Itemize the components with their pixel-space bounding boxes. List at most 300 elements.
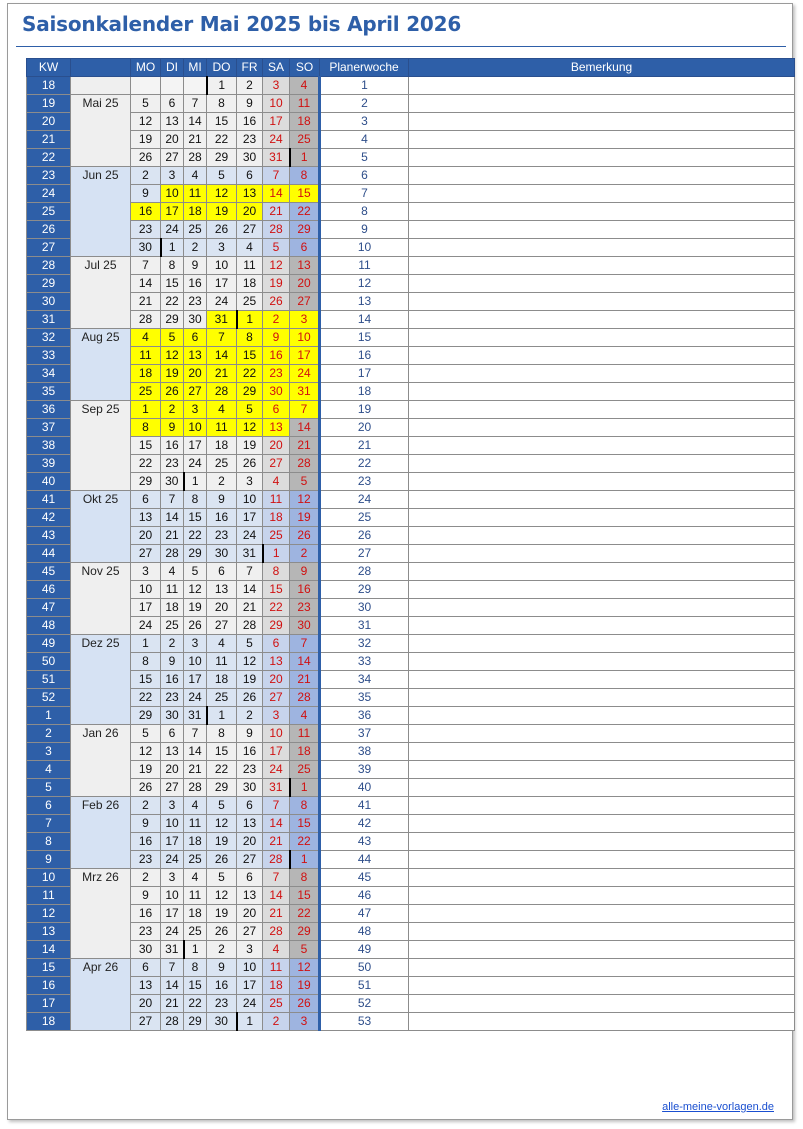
day-cell: 18	[263, 977, 290, 995]
day-cell: 1	[237, 311, 263, 329]
planerwoche-cell: 46	[320, 887, 409, 905]
day-cell: 10	[207, 257, 237, 275]
day-cell: 31	[161, 941, 184, 959]
day-cell: 25	[207, 455, 237, 473]
day-cell: 29	[184, 545, 207, 563]
day-cell: 29	[161, 311, 184, 329]
kw-cell: 36	[27, 401, 71, 419]
day-cell: 22	[184, 527, 207, 545]
bemerkung-cell[interactable]	[409, 707, 795, 725]
kw-cell: 8	[27, 833, 71, 851]
day-cell: 30	[207, 1013, 237, 1031]
day-cell: 29	[184, 1013, 207, 1031]
day-cell: 5	[237, 635, 263, 653]
day-cell: 14	[290, 419, 320, 437]
day-cell	[184, 77, 207, 95]
bemerkung-cell[interactable]	[409, 509, 795, 527]
bemerkung-cell[interactable]	[409, 293, 795, 311]
bemerkung-cell[interactable]	[409, 995, 795, 1013]
day-cell: 17	[263, 743, 290, 761]
day-cell: 9	[207, 491, 237, 509]
week-row	[27, 815, 795, 833]
day-cell: 17	[184, 437, 207, 455]
bemerkung-cell[interactable]	[409, 581, 795, 599]
day-cell: 24	[161, 851, 184, 869]
bemerkung-cell[interactable]	[409, 815, 795, 833]
day-cell: 15	[184, 977, 207, 995]
day-cell: 26	[131, 149, 161, 167]
day-cell: 15	[290, 185, 320, 203]
day-cell: 18	[207, 437, 237, 455]
day-cell: 13	[131, 977, 161, 995]
page-title: Saisonkalender Mai 2025 bis April 2026	[22, 12, 462, 36]
day-cell: 26	[290, 527, 320, 545]
kw-cell: 2	[27, 725, 71, 743]
bemerkung-cell[interactable]	[409, 77, 795, 95]
kw-cell: 32	[27, 329, 71, 347]
day-cell: 11	[263, 959, 290, 977]
planerwoche-cell: 50	[320, 959, 409, 977]
day-cell: 22	[131, 689, 161, 707]
bemerkung-cell[interactable]	[409, 923, 795, 941]
week-row	[27, 959, 795, 977]
day-cell: 27	[131, 1013, 161, 1031]
day-cell: 28	[161, 545, 184, 563]
bemerkung-cell[interactable]	[409, 833, 795, 851]
bemerkung-cell[interactable]	[409, 131, 795, 149]
planerwoche-cell: 13	[320, 293, 409, 311]
day-cell: 11	[131, 347, 161, 365]
day-cell: 8	[263, 563, 290, 581]
bemerkung-cell[interactable]	[409, 599, 795, 617]
day-cell: 17	[237, 977, 263, 995]
footer-link[interactable]: alle-meine-vorlagen.de	[662, 1101, 774, 1113]
day-cell: 12	[131, 743, 161, 761]
kw-cell: 52	[27, 689, 71, 707]
day-cell: 28	[290, 689, 320, 707]
planerwoche-cell: 2	[320, 95, 409, 113]
day-cell: 6	[161, 95, 184, 113]
bemerkung-cell[interactable]	[409, 167, 795, 185]
day-cell: 4	[161, 563, 184, 581]
day-cell: 14	[161, 977, 184, 995]
day-cell: 17	[290, 347, 320, 365]
bemerkung-cell[interactable]	[409, 365, 795, 383]
day-cell: 18	[290, 743, 320, 761]
bemerkung-cell[interactable]	[409, 779, 795, 797]
day-cell: 17	[161, 203, 184, 221]
bemerkung-cell[interactable]	[409, 329, 795, 347]
day-cell: 3	[161, 167, 184, 185]
kw-cell: 40	[27, 473, 71, 491]
bemerkung-cell[interactable]	[409, 455, 795, 473]
bemerkung-cell[interactable]	[409, 851, 795, 869]
day-cell: 12	[131, 113, 161, 131]
bemerkung-cell[interactable]	[409, 491, 795, 509]
kw-cell: 47	[27, 599, 71, 617]
day-cell: 21	[290, 437, 320, 455]
day-cell: 13	[237, 185, 263, 203]
day-cell: 10	[184, 653, 207, 671]
day-cell: 8	[184, 491, 207, 509]
day-cell: 6	[207, 563, 237, 581]
planerwoche-cell: 45	[320, 869, 409, 887]
day-cell: 5	[161, 329, 184, 347]
day-cell: 23	[131, 221, 161, 239]
day-cell: 16	[161, 671, 184, 689]
day-cell: 2	[263, 311, 290, 329]
bemerkung-cell[interactable]	[409, 635, 795, 653]
day-cell: 11	[263, 491, 290, 509]
day-cell: 22	[207, 761, 237, 779]
day-cell: 16	[184, 275, 207, 293]
day-cell: 31	[184, 707, 207, 725]
day-cell: 26	[207, 851, 237, 869]
week-row	[27, 95, 795, 113]
week-row	[27, 779, 795, 797]
kw-cell: 10	[27, 869, 71, 887]
day-cell: 21	[131, 293, 161, 311]
planerwoche-cell: 11	[320, 257, 409, 275]
day-cell: 28	[263, 221, 290, 239]
day-header-do: DO	[207, 59, 237, 77]
day-cell: 6	[263, 635, 290, 653]
week-row	[27, 131, 795, 149]
day-cell: 4	[131, 329, 161, 347]
day-cell: 20	[290, 275, 320, 293]
week-row	[27, 923, 795, 941]
bemerkung-cell[interactable]	[409, 761, 795, 779]
day-cell: 28	[131, 311, 161, 329]
day-cell: 20	[263, 671, 290, 689]
bemerkung-cell[interactable]	[409, 797, 795, 815]
day-cell: 21	[207, 365, 237, 383]
day-cell: 19	[184, 599, 207, 617]
kw-cell: 38	[27, 437, 71, 455]
kw-cell: 37	[27, 419, 71, 437]
day-cell: 21	[290, 671, 320, 689]
kw-cell: 20	[27, 113, 71, 131]
kw-cell: 42	[27, 509, 71, 527]
planerwoche-cell: 47	[320, 905, 409, 923]
bemerkung-cell[interactable]	[409, 959, 795, 977]
day-cell: 23	[290, 599, 320, 617]
day-cell: 26	[207, 923, 237, 941]
kw-cell: 23	[27, 167, 71, 185]
month-label: Aug 25	[71, 329, 131, 401]
day-cell: 19	[237, 437, 263, 455]
month-label: Nov 25	[71, 563, 131, 635]
week-row	[27, 617, 795, 635]
kw-cell: 19	[27, 95, 71, 113]
bemerkung-cell[interactable]	[409, 401, 795, 419]
day-cell: 16	[161, 437, 184, 455]
week-row	[27, 185, 795, 203]
planerwoche-cell: 24	[320, 491, 409, 509]
day-cell: 2	[207, 473, 237, 491]
planerwoche-cell: 23	[320, 473, 409, 491]
week-row	[27, 545, 795, 563]
week-row	[27, 599, 795, 617]
day-cell: 12	[207, 887, 237, 905]
week-row	[27, 833, 795, 851]
bemerkung-cell[interactable]	[409, 419, 795, 437]
planerwoche-cell: 10	[320, 239, 409, 257]
day-cell: 21	[161, 995, 184, 1013]
week-row	[27, 293, 795, 311]
day-cell: 22	[131, 455, 161, 473]
day-cell: 23	[161, 455, 184, 473]
day-cell: 14	[263, 185, 290, 203]
day-cell: 1	[263, 545, 290, 563]
day-cell: 3	[184, 635, 207, 653]
day-cell: 24	[184, 455, 207, 473]
day-cell: 4	[207, 401, 237, 419]
day-cell: 11	[290, 725, 320, 743]
day-cell: 2	[290, 545, 320, 563]
day-cell: 9	[131, 185, 161, 203]
day-cell: 30	[237, 149, 263, 167]
planerwoche-cell: 26	[320, 527, 409, 545]
day-cell: 1	[131, 401, 161, 419]
day-cell: 6	[131, 959, 161, 977]
week-row	[27, 977, 795, 995]
week-row	[27, 365, 795, 383]
bemerkung-cell[interactable]	[409, 311, 795, 329]
day-cell: 11	[184, 185, 207, 203]
day-cell: 15	[131, 671, 161, 689]
day-cell: 10	[237, 491, 263, 509]
bemerkung-cell[interactable]	[409, 221, 795, 239]
day-cell: 30	[237, 779, 263, 797]
week-row	[27, 851, 795, 869]
kw-cell: 39	[27, 455, 71, 473]
week-row	[27, 797, 795, 815]
day-cell: 3	[161, 869, 184, 887]
day-header-mi: MI	[184, 59, 207, 77]
bemerkung-cell[interactable]	[409, 203, 795, 221]
bemerkung-cell[interactable]	[409, 1013, 795, 1031]
day-cell: 1	[207, 707, 237, 725]
day-cell: 7	[131, 257, 161, 275]
kw-cell: 25	[27, 203, 71, 221]
bemerkung-cell[interactable]	[409, 347, 795, 365]
day-cell: 24	[131, 617, 161, 635]
day-cell: 31	[290, 383, 320, 401]
bemerkung-cell[interactable]	[409, 257, 795, 275]
bemerkung-cell[interactable]	[409, 869, 795, 887]
day-cell: 7	[290, 401, 320, 419]
bemerkung-cell[interactable]	[409, 671, 795, 689]
day-cell: 17	[263, 113, 290, 131]
day-cell: 1	[207, 77, 237, 95]
day-cell: 9	[290, 563, 320, 581]
planerwoche-cell: 1	[320, 77, 409, 95]
bemerkung-cell[interactable]	[409, 653, 795, 671]
kw-cell: 14	[27, 941, 71, 959]
week-row	[27, 707, 795, 725]
bemerkung-cell[interactable]	[409, 437, 795, 455]
day-cell: 24	[161, 221, 184, 239]
day-cell: 1	[184, 473, 207, 491]
day-cell: 4	[237, 239, 263, 257]
day-cell: 30	[131, 941, 161, 959]
bemerkung-cell[interactable]	[409, 239, 795, 257]
month-label: Jun 25	[71, 167, 131, 257]
day-cell: 12	[207, 815, 237, 833]
planerwoche-cell: 20	[320, 419, 409, 437]
month-header	[71, 59, 131, 77]
day-cell: 22	[290, 203, 320, 221]
week-row	[27, 77, 795, 95]
day-cell: 14	[207, 347, 237, 365]
day-header-di: DI	[161, 59, 184, 77]
day-cell: 14	[263, 815, 290, 833]
day-cell: 2	[263, 1013, 290, 1031]
kw-cell: 13	[27, 923, 71, 941]
day-cell: 28	[263, 923, 290, 941]
day-cell: 19	[290, 977, 320, 995]
season-calendar-table	[26, 58, 795, 1031]
day-cell: 6	[237, 869, 263, 887]
month-label: Jan 26	[71, 725, 131, 797]
bemerkung-cell[interactable]	[409, 725, 795, 743]
day-cell: 2	[131, 167, 161, 185]
day-cell: 8	[161, 257, 184, 275]
day-cell: 21	[263, 905, 290, 923]
week-row	[27, 383, 795, 401]
bemerkung-cell[interactable]	[409, 275, 795, 293]
day-cell: 27	[237, 851, 263, 869]
week-row	[27, 887, 795, 905]
day-cell: 18	[161, 599, 184, 617]
bemerkung-cell[interactable]	[409, 977, 795, 995]
day-header-so: SO	[290, 59, 320, 77]
header-row	[27, 59, 795, 77]
day-cell: 13	[131, 509, 161, 527]
planerwoche-cell: 53	[320, 1013, 409, 1031]
week-row	[27, 1013, 795, 1031]
planerwoche-cell: 21	[320, 437, 409, 455]
day-cell: 5	[290, 941, 320, 959]
bemerkung-cell[interactable]	[409, 563, 795, 581]
bemerkung-cell[interactable]	[409, 689, 795, 707]
day-cell: 21	[263, 833, 290, 851]
day-cell: 9	[131, 815, 161, 833]
day-cell: 23	[237, 761, 263, 779]
day-cell: 5	[290, 473, 320, 491]
day-cell: 4	[263, 941, 290, 959]
day-cell: 27	[237, 221, 263, 239]
day-cell: 22	[161, 293, 184, 311]
day-cell: 27	[131, 545, 161, 563]
day-cell: 29	[131, 473, 161, 491]
day-cell: 22	[237, 365, 263, 383]
week-row	[27, 563, 795, 581]
planerwoche-cell: 27	[320, 545, 409, 563]
bemerkung-cell[interactable]	[409, 113, 795, 131]
planerwoche-cell: 16	[320, 347, 409, 365]
day-cell: 3	[131, 563, 161, 581]
kw-cell: 26	[27, 221, 71, 239]
day-cell: 20	[161, 761, 184, 779]
planerwoche-cell: 29	[320, 581, 409, 599]
bemerkung-cell[interactable]	[409, 905, 795, 923]
bemerkung-cell[interactable]	[409, 941, 795, 959]
planerwoche-cell: 17	[320, 365, 409, 383]
day-cell: 14	[290, 653, 320, 671]
kw-cell: 15	[27, 959, 71, 977]
day-cell: 18	[131, 365, 161, 383]
bemerkung-cell[interactable]	[409, 887, 795, 905]
bemerkung-cell[interactable]	[409, 617, 795, 635]
kw-cell: 9	[27, 851, 71, 869]
kw-cell: 18	[27, 77, 71, 95]
day-cell: 29	[290, 923, 320, 941]
day-cell: 16	[290, 581, 320, 599]
bemerkung-cell[interactable]	[409, 95, 795, 113]
day-cell: 29	[207, 779, 237, 797]
day-cell: 17	[131, 599, 161, 617]
day-cell: 13	[184, 347, 207, 365]
planerwoche-cell: 32	[320, 635, 409, 653]
bemerkung-cell[interactable]	[409, 383, 795, 401]
kw-cell: 46	[27, 581, 71, 599]
week-row	[27, 113, 795, 131]
week-row	[27, 653, 795, 671]
day-cell: 1	[131, 635, 161, 653]
day-cell: 3	[237, 941, 263, 959]
kw-cell: 34	[27, 365, 71, 383]
day-cell: 27	[161, 779, 184, 797]
planerwoche-cell: 41	[320, 797, 409, 815]
kw-cell: 44	[27, 545, 71, 563]
bemerkung-cell[interactable]	[409, 743, 795, 761]
day-cell: 5	[131, 725, 161, 743]
planerwoche-cell: 6	[320, 167, 409, 185]
day-cell: 17	[161, 905, 184, 923]
month-label: Mrz 26	[71, 869, 131, 959]
day-cell: 8	[131, 653, 161, 671]
day-cell: 23	[161, 689, 184, 707]
day-cell: 23	[237, 131, 263, 149]
day-cell: 25	[263, 527, 290, 545]
day-cell: 30	[207, 545, 237, 563]
week-row	[27, 761, 795, 779]
planerwoche-cell: 48	[320, 923, 409, 941]
bemerkung-cell[interactable]	[409, 545, 795, 563]
day-cell: 1	[161, 239, 184, 257]
week-row	[27, 455, 795, 473]
day-cell: 29	[237, 383, 263, 401]
day-cell: 12	[263, 257, 290, 275]
bemerkung-cell[interactable]	[409, 527, 795, 545]
bemerkung-cell[interactable]	[409, 185, 795, 203]
bemerkung-cell[interactable]	[409, 473, 795, 491]
day-cell	[161, 77, 184, 95]
day-cell: 13	[237, 815, 263, 833]
day-cell: 2	[237, 77, 263, 95]
day-cell: 12	[161, 347, 184, 365]
week-row	[27, 581, 795, 599]
day-cell: 16	[131, 905, 161, 923]
day-cell: 30	[161, 707, 184, 725]
bemerkung-cell[interactable]	[409, 149, 795, 167]
day-cell: 28	[207, 383, 237, 401]
day-cell: 30	[184, 311, 207, 329]
week-row	[27, 239, 795, 257]
day-cell: 23	[131, 851, 161, 869]
